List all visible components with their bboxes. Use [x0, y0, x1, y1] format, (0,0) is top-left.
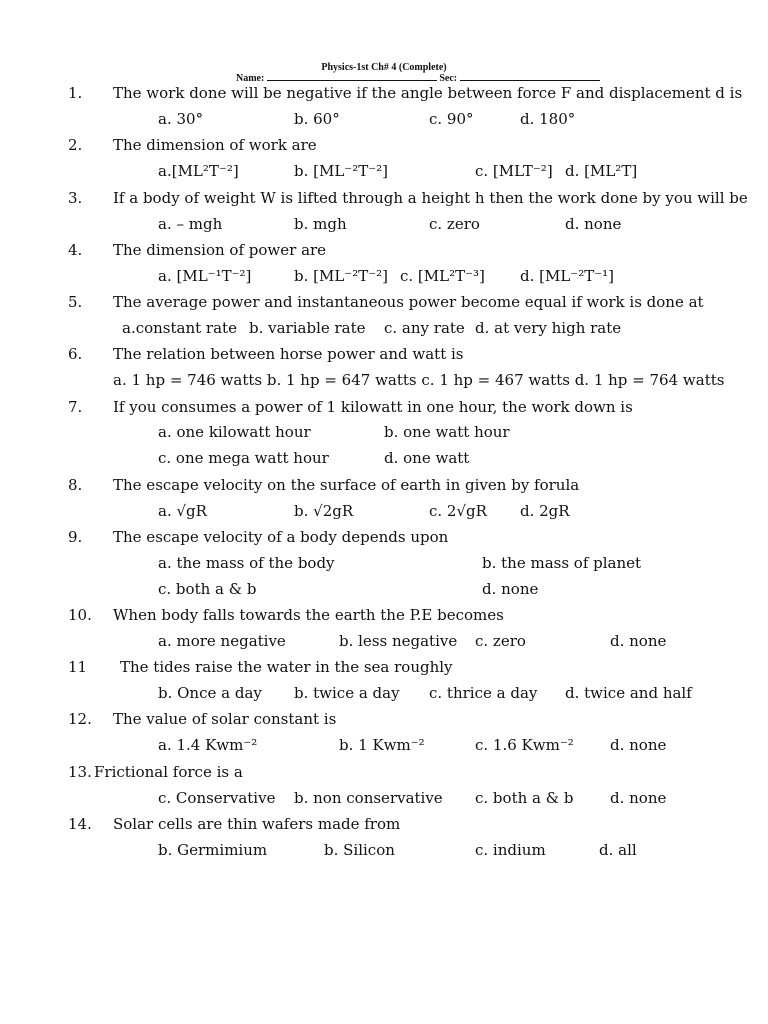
question-number: 9.	[68, 528, 83, 546]
option: c. indium	[475, 841, 546, 859]
option: d. all	[599, 841, 637, 859]
option: c. [MLT⁻²]	[475, 162, 553, 180]
question-text: When body falls towards the earth the P.E becomes	[113, 606, 504, 624]
option: b. less negative	[339, 632, 458, 650]
option: a. √gR	[158, 502, 207, 520]
option: a.[ML²T⁻²]	[158, 162, 239, 180]
option: c. both a & b	[158, 580, 257, 598]
name-sec-line	[236, 72, 600, 84]
option: c. Conservative	[158, 789, 276, 807]
option: c. [ML²T⁻³]	[400, 267, 485, 285]
option: c. zero	[429, 215, 480, 233]
page-title: Physics-1st Ch# 4 (Complete)	[321, 62, 447, 73]
question-text: Frictional force is a	[94, 763, 243, 781]
option: d. twice and half	[565, 684, 692, 702]
option: c. thrice a day	[429, 684, 538, 702]
option: b. Germimium	[158, 841, 268, 859]
question-number: 5.	[68, 293, 83, 311]
option: b. the mass of planet	[482, 554, 642, 572]
sec-label: Sec:	[439, 73, 458, 84]
option: b. [ML⁻²T⁻²]	[294, 162, 389, 180]
option: c. zero	[475, 632, 526, 650]
option: b. one watt hour	[384, 423, 510, 441]
question-number: 14.	[68, 815, 92, 833]
option: a. [ML⁻¹T⁻²]	[158, 267, 252, 285]
question-text: If you consumes a power of 1 kilowatt in one hour, the work down is	[113, 398, 633, 416]
option: b. non conservative	[294, 789, 443, 807]
option: d. 2gR	[520, 502, 570, 520]
question-number: 3.	[68, 189, 83, 207]
question-text: The value of solar constant is	[113, 710, 337, 728]
question-text: The average power and instantaneous power become equal if work is done at	[113, 293, 704, 311]
sec-blank	[460, 72, 600, 81]
option: a. 1 hp = 746 watts b. 1 hp = 647 watts c. 1 hp = 467 watts d. 1 hp = 764 watts	[113, 371, 725, 389]
option: b. variable rate	[249, 319, 366, 337]
question-number: 6.	[68, 345, 83, 363]
option: c. one mega watt hour	[158, 449, 329, 467]
option: d. none	[610, 632, 667, 650]
question-text: The dimension of work are	[113, 136, 317, 154]
option: a. more negative	[158, 632, 286, 650]
option: d. [ML²T]	[565, 162, 638, 180]
option: b. twice a day	[294, 684, 400, 702]
option: c. 2√gR	[429, 502, 487, 520]
question-number: 1.	[68, 84, 83, 102]
option: b. √2gR	[294, 502, 354, 520]
question-number: 12.	[68, 710, 92, 728]
question-text: Solar cells are thin wafers made from	[113, 815, 401, 833]
option: c. both a & b	[475, 789, 574, 807]
option: d. none	[610, 789, 667, 807]
question-text: The escape velocity of a body depends upon	[113, 528, 449, 546]
option: b. mgh	[294, 215, 347, 233]
question-number: 2.	[68, 136, 83, 154]
option: a. 1.4 Kwm⁻²	[158, 736, 258, 754]
option: b. 60°	[294, 110, 340, 128]
option: d. [ML⁻²T⁻¹]	[520, 267, 615, 285]
question-text: The tides raise the water in the sea roughly	[120, 658, 453, 676]
question-text: The dimension of power are	[113, 241, 327, 259]
option: a. 30°	[158, 110, 204, 128]
option: a.constant rate	[122, 319, 237, 337]
option: a. – mgh	[158, 215, 223, 233]
option: c. 90°	[429, 110, 474, 128]
question-text: If a body of weight W is lifted through a height h then the work done by you will be	[113, 189, 748, 207]
option: b. 1 Kwm⁻²	[339, 736, 425, 754]
question-number: 8.	[68, 476, 83, 494]
name-label: Name:	[236, 73, 265, 84]
option: b. Silicon	[324, 841, 395, 859]
option: a. one kilowatt hour	[158, 423, 311, 441]
question-text: The escape velocity on the surface of earth in given by forula	[113, 476, 580, 494]
option: b. [ML⁻²T⁻²]	[294, 267, 389, 285]
option: d. one watt	[384, 449, 470, 467]
option: d. none	[610, 736, 667, 754]
option: d. at very high rate	[475, 319, 622, 337]
question-number: 13.	[68, 763, 92, 781]
option: b. Once a day	[158, 684, 262, 702]
option: c. any rate	[384, 319, 465, 337]
question-text: The relation between horse power and watt is	[113, 345, 464, 363]
question-number: 4.	[68, 241, 83, 259]
question-number: 11	[68, 658, 88, 676]
option: c. 1.6 Kwm⁻²	[475, 736, 574, 754]
option: d. none	[482, 580, 539, 598]
name-blank	[267, 72, 437, 81]
question-number: 7.	[68, 398, 83, 416]
option: a. the mass of the body	[158, 554, 335, 572]
option: d. 180°	[520, 110, 576, 128]
option: d. none	[565, 215, 622, 233]
question-number: 10.	[68, 606, 92, 624]
question-text: The work done will be negative if the angle between force F and displacement d is	[113, 84, 743, 102]
